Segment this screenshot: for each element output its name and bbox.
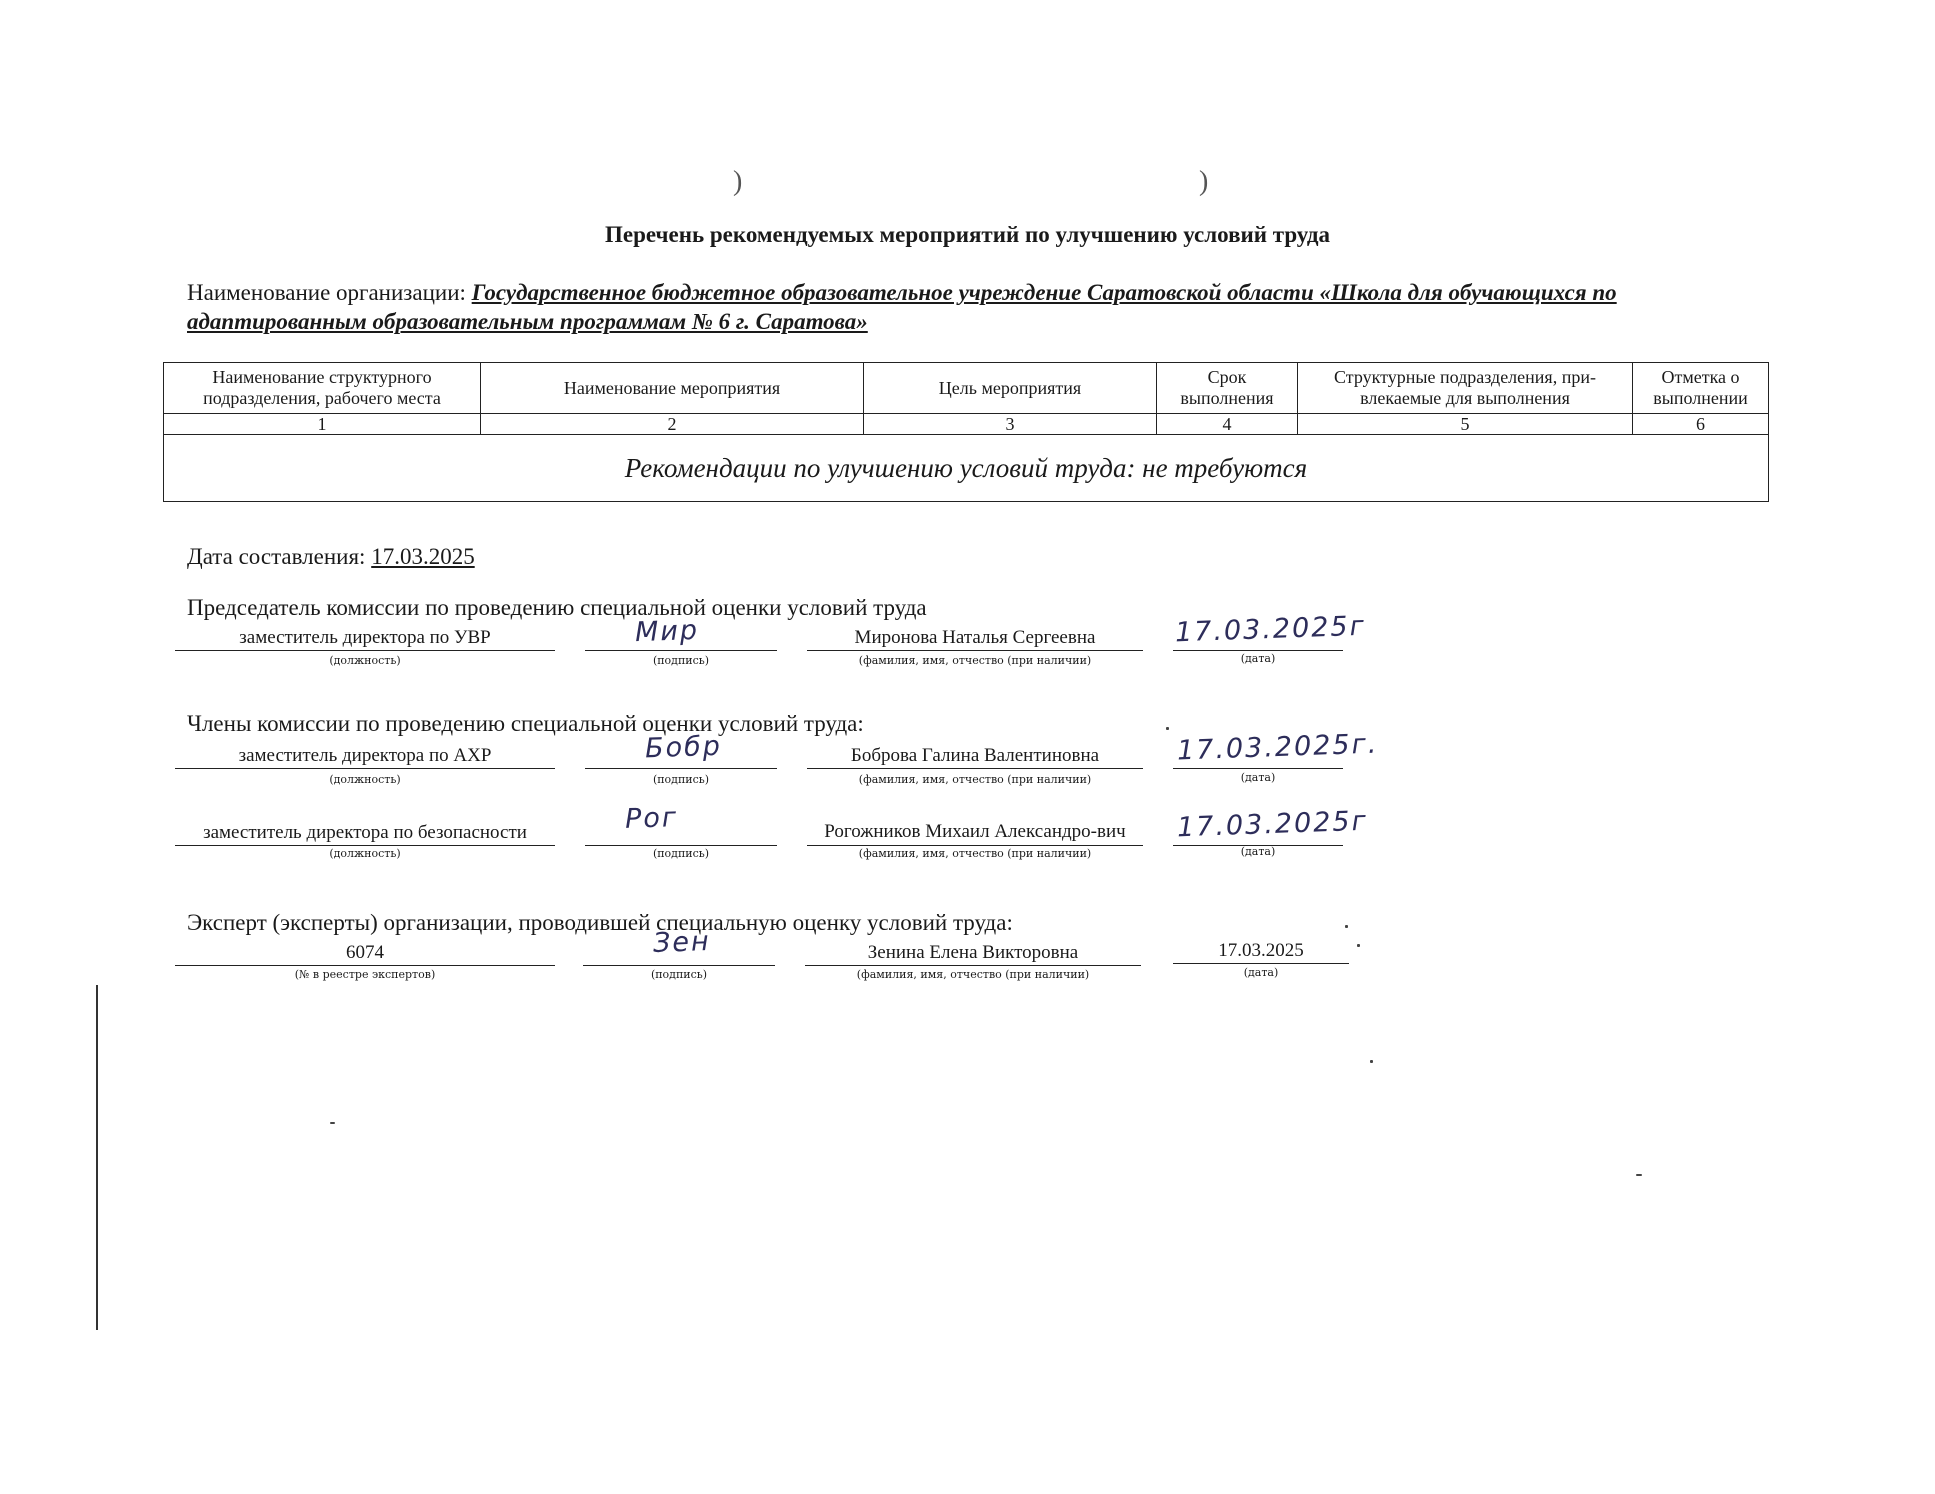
expert-date: 17.03.2025	[1218, 940, 1304, 961]
table-header-cell: Наименование структурного подразделения, рабочего места	[164, 363, 481, 414]
document-title: Перечень рекомендуемых мероприятий по улучшению условий труда	[605, 222, 1330, 247]
table-number-cell: 4	[1157, 414, 1298, 435]
table-number-cell: 1	[164, 414, 481, 435]
scan-edge-line	[96, 985, 98, 1330]
compile-date-value: 17.03.2025	[371, 544, 475, 569]
chairman-heading: Председатель комиссии по проведению специальной оценки условий труда	[187, 595, 927, 620]
member-position-field	[175, 738, 555, 769]
scan-speck	[330, 1122, 335, 1124]
scan-speck	[1345, 925, 1348, 928]
fio-caption: (фамилия, имя, отчество (при наличии)	[856, 968, 1090, 981]
table-header-cell: Наименование мероприятия	[481, 363, 864, 414]
expert-name-field	[805, 935, 1141, 966]
table-header-cell: Срок выполнения	[1157, 363, 1298, 414]
member-2-position: заместитель директора по безопасности	[203, 822, 527, 843]
scan-speck	[1636, 1174, 1642, 1176]
table-number-cell: 5	[1298, 414, 1633, 435]
position-caption: (должность)	[329, 654, 401, 667]
table-number-cell: 2	[481, 414, 864, 435]
scan-speck	[1166, 727, 1169, 730]
expert-registry-field	[175, 935, 555, 966]
chairman-name: Миронова Наталья Сергеевна	[854, 627, 1096, 648]
member-1-date: 17.03.2025г.	[1176, 728, 1379, 767]
signature-caption: (подпись)	[652, 847, 710, 860]
measures-table	[163, 362, 1769, 502]
member-name-field	[807, 800, 1143, 846]
chairman-date-field	[1173, 610, 1367, 651]
expert-name: Зенина Елена Викторовна	[867, 942, 1079, 963]
member-date-field	[1173, 805, 1369, 846]
member-2-signature: Рог	[624, 802, 679, 835]
scan-mark: )	[733, 166, 743, 197]
organization-name: Государственное бюджетное образовательное учреждение Саратовской области «Школа для обучающихся по адаптированным образовательным программам № 6 г. Саратова»	[187, 280, 1617, 334]
chairman-name-field	[807, 620, 1143, 651]
table-header-cell: Структурные подразделения, при-влекаемые для выполнения	[1298, 363, 1633, 414]
signature-caption: (подпись)	[652, 773, 710, 786]
fio-caption: (фамилия, имя, отчество (при наличии)	[858, 847, 1092, 860]
member-1-position: заместитель директора по АХР	[238, 745, 492, 766]
expert-signature: Зен	[652, 926, 712, 959]
scan-speck	[1370, 1060, 1373, 1063]
table-header-cell: Отметка о выполнении	[1633, 363, 1769, 414]
chairman-position: заместитель директора по УВР	[239, 627, 491, 648]
member-1-signature: Бобр	[644, 730, 723, 765]
table-number-row	[164, 414, 1769, 435]
member-signature-field	[585, 802, 777, 846]
member-2-name: Рогожников Михаил Александро-вич	[824, 821, 1126, 842]
chairman-signature-field	[585, 614, 777, 651]
table-number-cell: 6	[1633, 414, 1769, 435]
member-1-name: Боброва Галина Валентиновна	[850, 745, 1100, 766]
expert-registry-number: 6074	[346, 942, 384, 963]
organization-line	[187, 278, 1752, 336]
signature-caption: (подпись)	[650, 968, 708, 981]
expert-date-field	[1173, 933, 1349, 964]
member-2-date: 17.03.2025г	[1176, 805, 1369, 844]
date-caption: (дата)	[1240, 771, 1276, 784]
table-note-row	[164, 435, 1769, 502]
signature-caption: (подпись)	[652, 654, 710, 667]
scan-speck	[1357, 944, 1360, 947]
date-caption: (дата)	[1243, 966, 1279, 979]
member-name-field	[807, 738, 1143, 769]
chairman-signature: Мир	[634, 614, 700, 649]
date-caption: (дата)	[1240, 652, 1276, 665]
member-position-field	[175, 815, 555, 846]
chairman-date: 17.03.2025г	[1174, 610, 1367, 649]
position-caption: (должность)	[329, 847, 401, 860]
chairman-position-field	[175, 620, 555, 651]
registry-caption: (№ в реестре экспертов)	[294, 968, 436, 981]
compile-date-label: Дата составления:	[187, 544, 366, 569]
member-date-field	[1173, 728, 1379, 769]
table-header-row	[164, 363, 1769, 414]
compile-date	[187, 544, 475, 570]
scan-mark: )	[1199, 166, 1209, 197]
members-heading: Члены комиссии по проведению специальной оценки условий труда:	[187, 711, 864, 736]
fio-caption: (фамилия, имя, отчество (при наличии)	[858, 654, 1092, 667]
position-caption: (должность)	[329, 773, 401, 786]
table-header-cell: Цель мероприятия	[864, 363, 1157, 414]
table-note: Рекомендации по улучшению условий труда: не требуются	[164, 435, 1769, 502]
date-caption: (дата)	[1240, 845, 1276, 858]
fio-caption: (фамилия, имя, отчество (при наличии)	[858, 773, 1092, 786]
organization-label: Наименование организации:	[187, 280, 466, 305]
expert-signature-field	[583, 926, 775, 966]
table-number-cell: 3	[864, 414, 1157, 435]
member-signature-field	[585, 730, 777, 769]
expert-heading: Эксперт (эксперты) организации, проводившей специальную оценку условий труда:	[187, 910, 1013, 935]
